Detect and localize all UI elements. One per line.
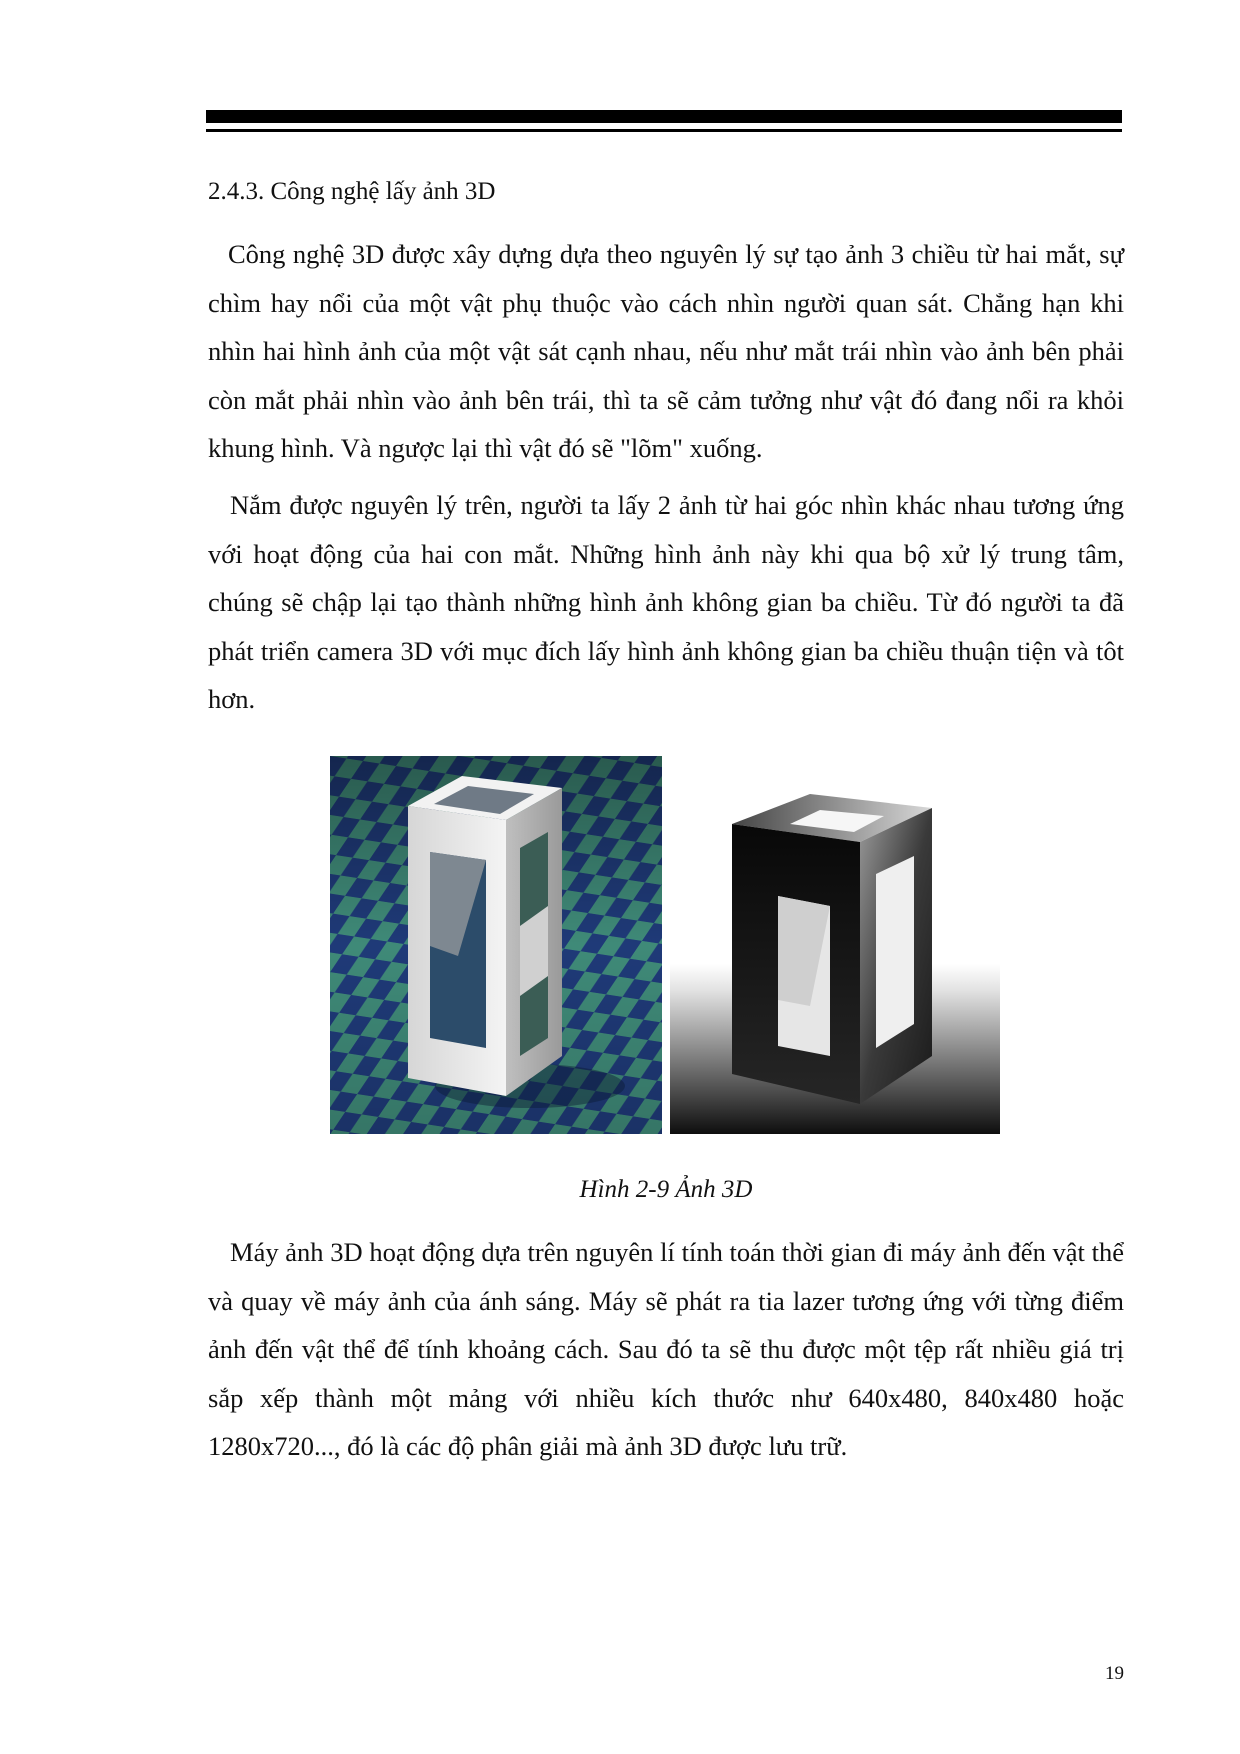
page-number: 19 — [1105, 1663, 1124, 1684]
section-heading: 2.4.3. Công nghệ lấy ảnh 3D — [208, 178, 496, 205]
depth-map-image — [670, 756, 1000, 1134]
paragraph-camera-operation: Máy ảnh 3D hoạt động dựa trên nguyên lí tính toán thời gian đi máy ảnh đến vật thể và quay về máy ảnh của ánh sáng. Máy sẽ phát ra tia lazer tương ứng với từng điểm ảnh đến vật thể để tính khoảng cách. Sau đó ta sẽ thu được một tệp rất nhiều giá trị sắp xếp thành một mảng với nhiều kích thước như 640x480, 840x480 hoặc 1280x720..., đó là các độ phân giải mà ảnh 3D được lưu trữ. — [208, 1237, 1124, 1461]
header-rule-thick — [206, 110, 1122, 123]
paragraph-camera-development: Nắm được nguyên lý trên, người ta lấy 2 ảnh từ hai góc nhìn khác nhau tương ứng với hoạt động của hai con mắt. Những hình ảnh này khi qua bộ xử lý trung tâm, chúng sẽ chập lại tạo thành những hình ảnh không gian ba chiều. Từ đó người ta đã phát triển camera 3D với mục đích lấy hình ảnh không gian ba chiều thuận tiện và tôt hơn. — [208, 490, 1124, 714]
figure-caption: Hình 2-9 Ảnh 3D — [579, 1176, 753, 1203]
paragraph-principle: Công nghệ 3D được xây dựng dựa theo nguyên lý sự tạo ảnh 3 chiều từ hai mắt, sự chìm hay nổi của một vật phụ thuộc vào cách nhìn người quan sát. Chẳng hạn khi nhìn hai hình ảnh của một vật sát cạnh nhau, nếu như mắt trái nhìn vào ảnh bên phải còn mắt phải nhìn vào ảnh bên trái, thì ta sẽ cảm tưởng như vật đó đang nổi ra khỏi khung hình. Và ngược lại thì vật đó sẽ "lõm" xuống. — [208, 239, 1124, 463]
rendered-box-image — [330, 756, 662, 1134]
figure-3d-images — [330, 756, 1000, 1134]
header-rule-thin — [206, 129, 1122, 132]
